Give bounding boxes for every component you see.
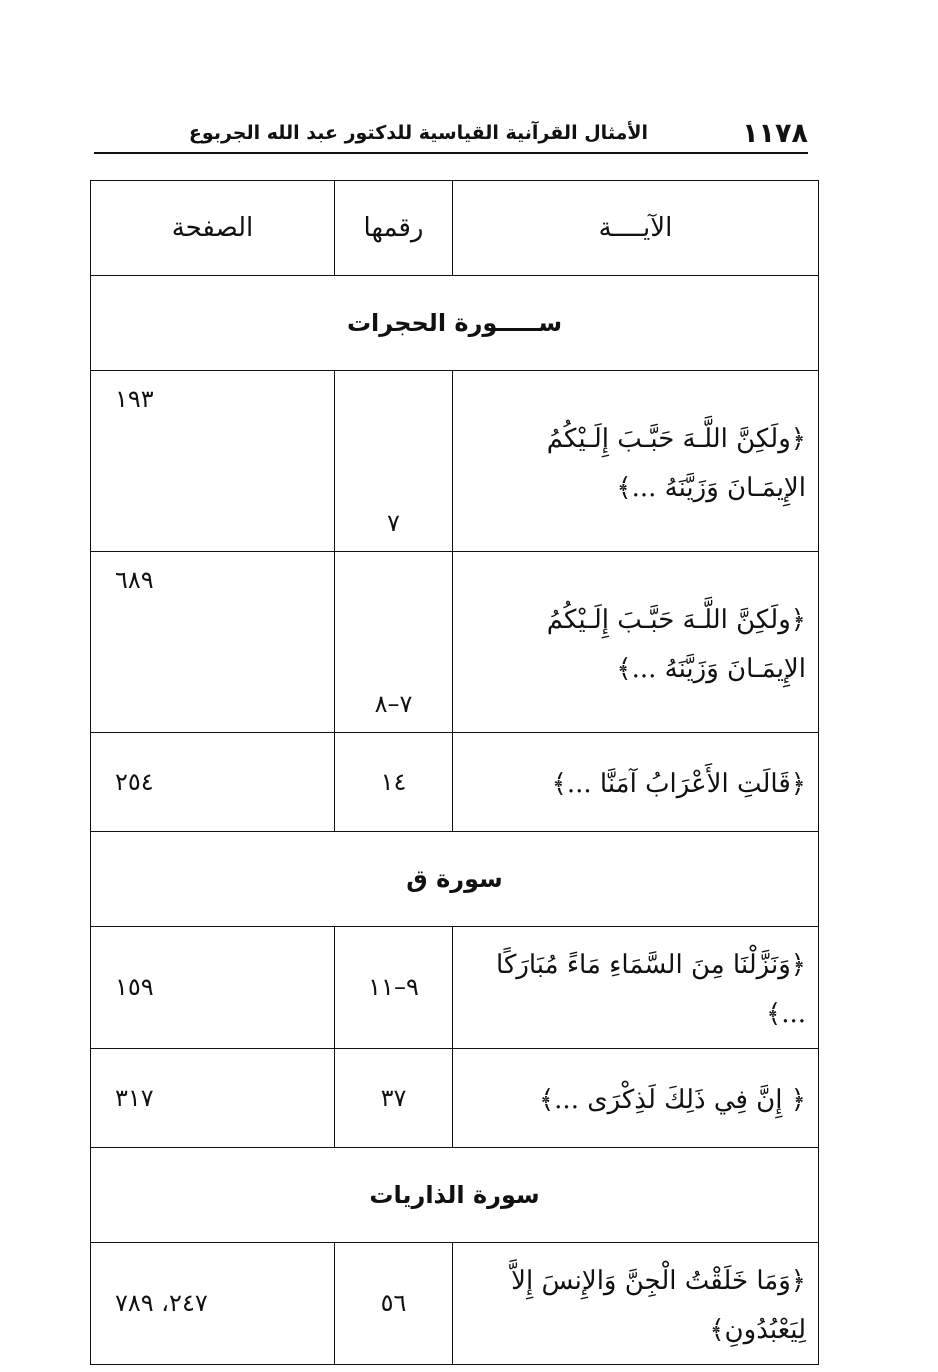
verse-number: ٩–١١	[335, 927, 453, 1049]
page-header	[94, 112, 808, 154]
verse-number: ١٤	[335, 733, 453, 832]
surah-heading: سورة ق	[91, 832, 819, 927]
verse-text: ﴿ولَكِنَّ اللَّـهَ حَبَّـبَ إِلَـيْكُمُ الإِيمَـانَ وَزَيَّنَهُ ...﴾	[453, 371, 819, 552]
column-header-number: رقمها	[335, 181, 453, 276]
verse-number: ٧	[335, 371, 453, 552]
page-reference: ٢٤٧، ٧٨٩	[91, 1242, 335, 1364]
table-row	[91, 1048, 819, 1147]
verse-number: ٥٦	[335, 1242, 453, 1364]
verse-text: ﴿ولَكِنَّ اللَّـهَ حَبَّـبَ إِلَـيْكُمُ الإِيمَـانَ وَزَيَّنَهُ ...﴾	[453, 552, 819, 733]
surah-heading-row	[91, 1147, 819, 1242]
surah-heading-row	[91, 276, 819, 371]
table-row	[91, 1242, 819, 1364]
table-header-row	[91, 181, 819, 276]
page-reference: ٢٥٤	[91, 733, 335, 832]
table-row	[91, 552, 819, 733]
surah-heading: ســـــورة الحجرات	[91, 276, 819, 371]
surah-heading-row	[91, 832, 819, 927]
verse-text: ﴿ إِنَّ فِي ذَلِكَ لَذِكْرَى ...﴾	[453, 1048, 819, 1147]
page-reference: ١٩٣	[91, 371, 335, 552]
verse-text: ﴿وَمَا خَلَقْتُ الْجِنَّ وَالإِنسَ إِلاَّ لِيَعْبُدُونِ﴾	[453, 1242, 819, 1364]
page-reference: ٣١٧	[91, 1048, 335, 1147]
verse-number: ٧–٨	[335, 552, 453, 733]
verse-text: ﴿وَنَزَّلْنَا مِنَ السَّمَاءِ مَاءً مُبَارَكًا ...﴾	[453, 927, 819, 1049]
verse-text: ﴿قَالَتِ الأَعْرَابُ آمَنَّا ...﴾	[453, 733, 819, 832]
column-header-page: الصفحة	[91, 181, 335, 276]
column-header-verse: الآيــــة	[453, 181, 819, 276]
table-row	[91, 733, 819, 832]
verse-index-table	[90, 180, 818, 1365]
table-row	[91, 927, 819, 1049]
surah-heading: سورة الذاريات	[91, 1147, 819, 1242]
verse-number: ٣٧	[335, 1048, 453, 1147]
page-reference: ١٥٩	[91, 927, 335, 1049]
page-number: ١١٧٨	[742, 118, 808, 149]
page-reference: ٦٨٩	[91, 552, 335, 733]
running-title: الأمثال القرآنية القياسية للدكتور عبد الله الجربوع	[188, 122, 648, 144]
table-row	[91, 371, 819, 552]
